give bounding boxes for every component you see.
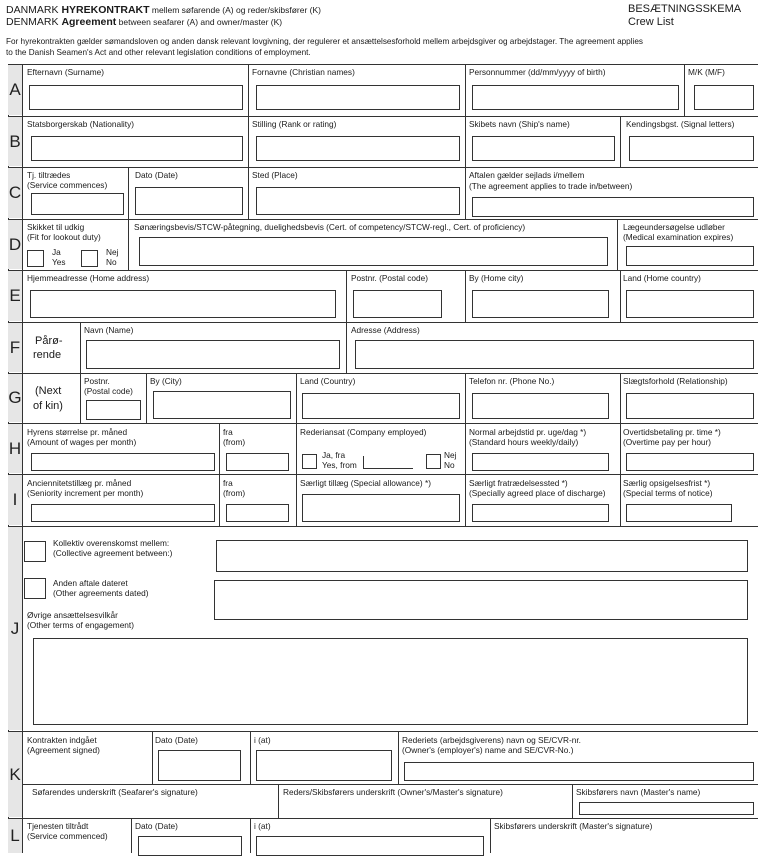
special-allowance-label: Særligt tillæg (Special allowance) *) [300,478,431,488]
medical-label-en: (Medical examination expires) [623,232,734,242]
kin-country-field[interactable] [302,393,460,419]
col-divider [296,374,297,423]
service-commenced-label-en: (Service commenced) [27,831,108,841]
col-divider [248,65,249,116]
home-address-field[interactable] [30,290,336,318]
seniority-from-label-en: (from) [223,488,246,498]
master-signature-label: Skibsførers underskrift (Master's signature) [494,821,653,831]
notice-terms-field[interactable] [626,504,732,522]
overtime-label-en: (Overtime pay per hour) [623,437,712,447]
col-divider [620,117,621,167]
row-divider [8,167,758,168]
home-city-field[interactable] [472,290,609,318]
discharge-label-en: (Specially agreed place of discharge) [469,488,606,498]
wages-from-field[interactable] [226,453,289,471]
crew-list-title-da: BESÆTNINGSSKEMA [628,3,742,15]
owner-name-label-da: Rederiets (arbejdsgiverens) navn og SE/CVR-nr. [402,735,581,745]
date-field[interactable] [135,187,243,215]
kin-country-label: Land (Country) [300,376,356,386]
section-label-i: I [8,475,22,525]
surname-label: Efternavn (Surname) [27,67,105,77]
section-label-j: J [8,527,22,730]
signed-date-field[interactable] [158,750,241,781]
signed-at-label: i (at) [254,735,271,745]
company-employed-label: Rederiansat (Company employed) [300,427,427,437]
medical-label-da: Lægeundersøgelse udløber [623,222,725,232]
commenced-date-field[interactable] [138,836,242,856]
standard-hours-field[interactable] [472,453,609,471]
no-label-en-h: No [444,460,455,470]
christian-names-label: Fornavne (Christian names) [252,67,355,77]
other-terms-label-en: (Other terms of engagement) [27,620,134,630]
next-of-kin-label-en-2: of kin) [33,400,63,412]
yes-label-da: Ja [52,247,61,257]
col-divider [620,424,621,474]
collective-agreement-field[interactable] [216,540,748,572]
special-allowance-field[interactable] [302,494,460,522]
col-divider [80,323,81,423]
section-label-k: K [8,732,22,817]
hours-label-en: (Standard hours weekly/daily) [469,437,579,447]
commenced-at-label: i (at) [254,821,271,831]
lookout-label-en: (Fit for lookout duty) [27,232,101,242]
kin-postal-field[interactable] [86,400,141,420]
kin-address-field[interactable] [355,340,754,369]
person-number-field[interactable] [472,85,679,110]
kin-name-field[interactable] [86,340,340,369]
kin-postal-label-en: (Postal code) [84,386,133,396]
postal-code-field[interactable] [353,290,442,318]
master-name-field[interactable] [579,802,754,815]
row-divider [8,116,758,117]
col-divider [465,65,466,116]
seniority-from-label-da: fra [223,478,233,488]
row-divider [22,784,758,785]
overtime-label-da: Overtidsbetaling pr. time *) [623,427,721,437]
other-agreement-field[interactable] [214,580,748,620]
col-divider [152,732,153,784]
service-commenced-label-da: Tjenesten tiltrådt [27,821,89,831]
trade-label-da: Aftalen gælder sejlads i/mellem [469,170,585,180]
col-divider [465,117,466,167]
signed-at-field[interactable] [256,750,392,781]
home-country-label: Land (Home country) [623,273,701,283]
rank-field[interactable] [256,136,460,161]
agreement-signed-label-da: Kontrakten indgået [27,735,97,745]
section-column-divider [22,64,23,853]
col-divider [465,168,466,219]
col-divider [296,424,297,474]
nationality-field[interactable] [31,136,243,161]
col-divider [572,785,573,818]
row-divider [8,322,758,323]
wages-label-en: (Amount of wages per month) [27,437,137,447]
service-commences-field[interactable] [31,193,124,215]
collective-agreement-label-da: Kollektiv overenskomst mellem: [53,538,170,548]
seniority-field[interactable] [31,504,215,522]
nationality-label: Statsborgerskab (Nationality) [27,119,134,129]
col-divider [296,475,297,526]
agreement-signed-label-en: (Agreement signed) [27,745,100,755]
row-divider [8,731,758,732]
col-divider [128,220,129,270]
kin-city-field[interactable] [153,391,291,419]
lookout-yes-checkbox[interactable] [27,250,44,267]
discharge-label-da: Særligt fratrædelsessted *) [469,478,568,488]
master-name-label: Skibsførers navn (Master's name) [576,787,701,797]
gender-label: M/K (M/F) [688,67,725,77]
intro-line-1: For hyrekontrakten gælder sømandsloven og anden dansk relevant lovgivning, der regulerer et ansættelsesforhold mellem arbejdsgiver og arbejdstager. The agreement applies [6,37,644,46]
commenced-at-field[interactable] [256,836,484,856]
section-label-f: F [8,323,22,372]
service-commences-label-da: Tj. tiltrædes [27,170,71,180]
other-agreement-label-en: (Other agreements dated) [53,588,149,598]
col-divider [146,374,147,423]
person-number-label: Personnummer (dd/mm/yyyy of birth) [469,67,606,77]
no-label-da: Nej [106,247,119,257]
yes-from-label-da: Ja, fra [322,450,346,460]
no-label-en: No [106,257,117,267]
kin-city-label: By (City) [150,376,182,386]
seniority-label-da: Anciennitetstillæg pr. måned [27,478,132,488]
signal-letters-label: Kendingsbgst. (Signal letters) [626,119,735,129]
owner-name-field[interactable] [404,762,754,781]
next-of-kin-label-en-1: (Next [35,385,62,397]
col-divider [620,475,621,526]
section-label-b: B [8,117,22,166]
section-label-a: A [8,65,22,115]
other-agreement-checkbox[interactable] [24,578,46,599]
owner-name-label-en: (Owner's (employer's) name and SE/CVR-No.) [402,745,574,755]
yes-from-label-en: Yes, from [322,460,357,470]
col-divider [131,819,132,853]
row-divider [8,219,758,220]
certificates-field[interactable] [139,237,608,266]
col-divider [620,271,621,322]
section-label-e: E [8,271,22,321]
discharge-place-field[interactable] [472,504,609,522]
next-of-kin-label-da-1: Pårø- [35,335,63,347]
wages-from-label-en: (from) [223,437,246,447]
yes-label-en: Yes [52,257,66,267]
trade-field[interactable] [472,197,754,217]
home-city-label: By (Home city) [469,273,524,283]
lookout-label-da: Skikket til udkig [27,222,85,232]
col-divider [248,117,249,167]
col-divider [248,168,249,219]
kin-relationship-label: Slægtsforhold (Relationship) [623,376,728,386]
signed-date-label: Dato (Date) [155,735,198,745]
col-divider [620,374,621,423]
other-terms-label-da: Øvrige ansættelsesvilkår [27,610,118,620]
col-divider [465,271,466,322]
title-danish: DANMARK HYREKONTRAKT mellem søfarende (A) og reder/skibsfører (K) [6,4,321,16]
hours-label-da: Normal arbejdstid pr. uge/dag *) [469,427,587,437]
medical-expiry-field[interactable] [626,246,754,266]
lookout-no-checkbox[interactable] [81,250,98,267]
kin-name-label: Navn (Name) [84,325,134,335]
wages-label-da: Hyrens størrelse pr. måned [27,427,128,437]
next-of-kin-label-da-2: rende [33,349,62,361]
signal-letters-field[interactable] [629,136,754,161]
yes-from-field-underline [363,468,413,469]
collective-agreement-checkbox[interactable] [24,541,46,562]
form-top-border [8,64,758,65]
ship-name-field[interactable] [472,136,615,161]
commenced-date-label: Dato (Date) [135,821,178,831]
wages-from-label-da: fra [223,427,233,437]
section-label-l: L [8,819,22,853]
ship-name-label: Skibets navn (Ship's name) [469,119,570,129]
col-divider [684,65,685,116]
row-divider [8,818,758,819]
col-divider [617,220,618,270]
other-terms-field[interactable] [33,638,748,725]
col-divider [219,475,220,526]
collective-agreement-label-en: (Collective agreement between:) [53,548,173,558]
row-divider [8,526,758,527]
service-commences-label-en: (Service commences) [27,180,108,190]
row-divider [8,373,758,374]
home-country-field[interactable] [626,290,754,318]
christian-names-field[interactable] [256,85,460,110]
col-divider [465,374,466,423]
col-divider [346,271,347,322]
postal-code-label: Postnr. (Postal code) [351,273,429,283]
col-divider [128,168,129,219]
notice-label-en: (Special terms of notice) [623,488,713,498]
place-field[interactable] [256,187,460,215]
other-agreement-label-da: Anden aftale dateret [53,578,128,588]
kin-address-label: Adresse (Address) [351,325,420,335]
gender-field[interactable] [694,85,754,110]
overtime-pay-field[interactable] [626,453,754,471]
col-divider [398,732,399,784]
col-divider [278,785,279,818]
col-divider [346,323,347,373]
crew-list-title-en: Crew List [628,16,674,28]
company-employed-no-checkbox[interactable] [426,454,441,469]
kin-relationship-field[interactable] [626,393,754,419]
home-address-label: Hjemmeadresse (Home address) [27,273,150,283]
col-divider [250,732,251,784]
wages-field[interactable] [31,453,215,471]
row-divider [8,423,758,424]
col-divider [490,819,491,853]
col-divider [219,424,220,474]
seniority-label-en: (Seniority increment per month) [27,488,144,498]
kin-phone-label: Telefon nr. (Phone No.) [469,376,555,386]
date-label: Dato (Date) [135,170,178,180]
no-label-da-h: Nej [444,450,457,460]
trade-label-en: (The agreement applies to trade in/between) [469,181,633,191]
title-english: DENMARK Agreement between seafarer (A) and owner/master (K) [6,16,283,28]
seniority-from-field[interactable] [226,504,289,522]
rank-label: Stilling (Rank or rating) [252,119,337,129]
section-label-d: D [8,220,22,269]
row-divider [8,270,758,271]
section-label-h: H [8,424,22,473]
col-divider [465,424,466,474]
kin-phone-field[interactable] [472,393,609,419]
place-label: Sted (Place) [252,170,298,180]
certificates-label: Sønæringsbevis/STCW-påtegning, duelighedsbevis (Cert. of competency/STCW-regl., Cert. of proficiency) [134,222,526,232]
surname-field[interactable] [29,85,243,110]
seafarer-signature-label: Søfarendes underskrift (Seafarer's signature) [32,787,198,797]
section-label-c: C [8,168,22,218]
section-label-g: G [8,374,22,422]
notice-label-da: Særlig opsigelsesfrist *) [623,478,711,488]
row-divider [8,474,758,475]
company-employed-yes-checkbox[interactable] [302,454,317,469]
col-divider [250,819,251,853]
intro-line-2: to the Danish Seamen's Act and other relevant legislation conditions of employment. [6,48,311,57]
col-divider [465,475,466,526]
kin-postal-label-da: Postnr. [84,376,110,386]
owner-signature-label: Reders/Skibsførers underskrift (Owner's/Master's signature) [283,787,503,797]
